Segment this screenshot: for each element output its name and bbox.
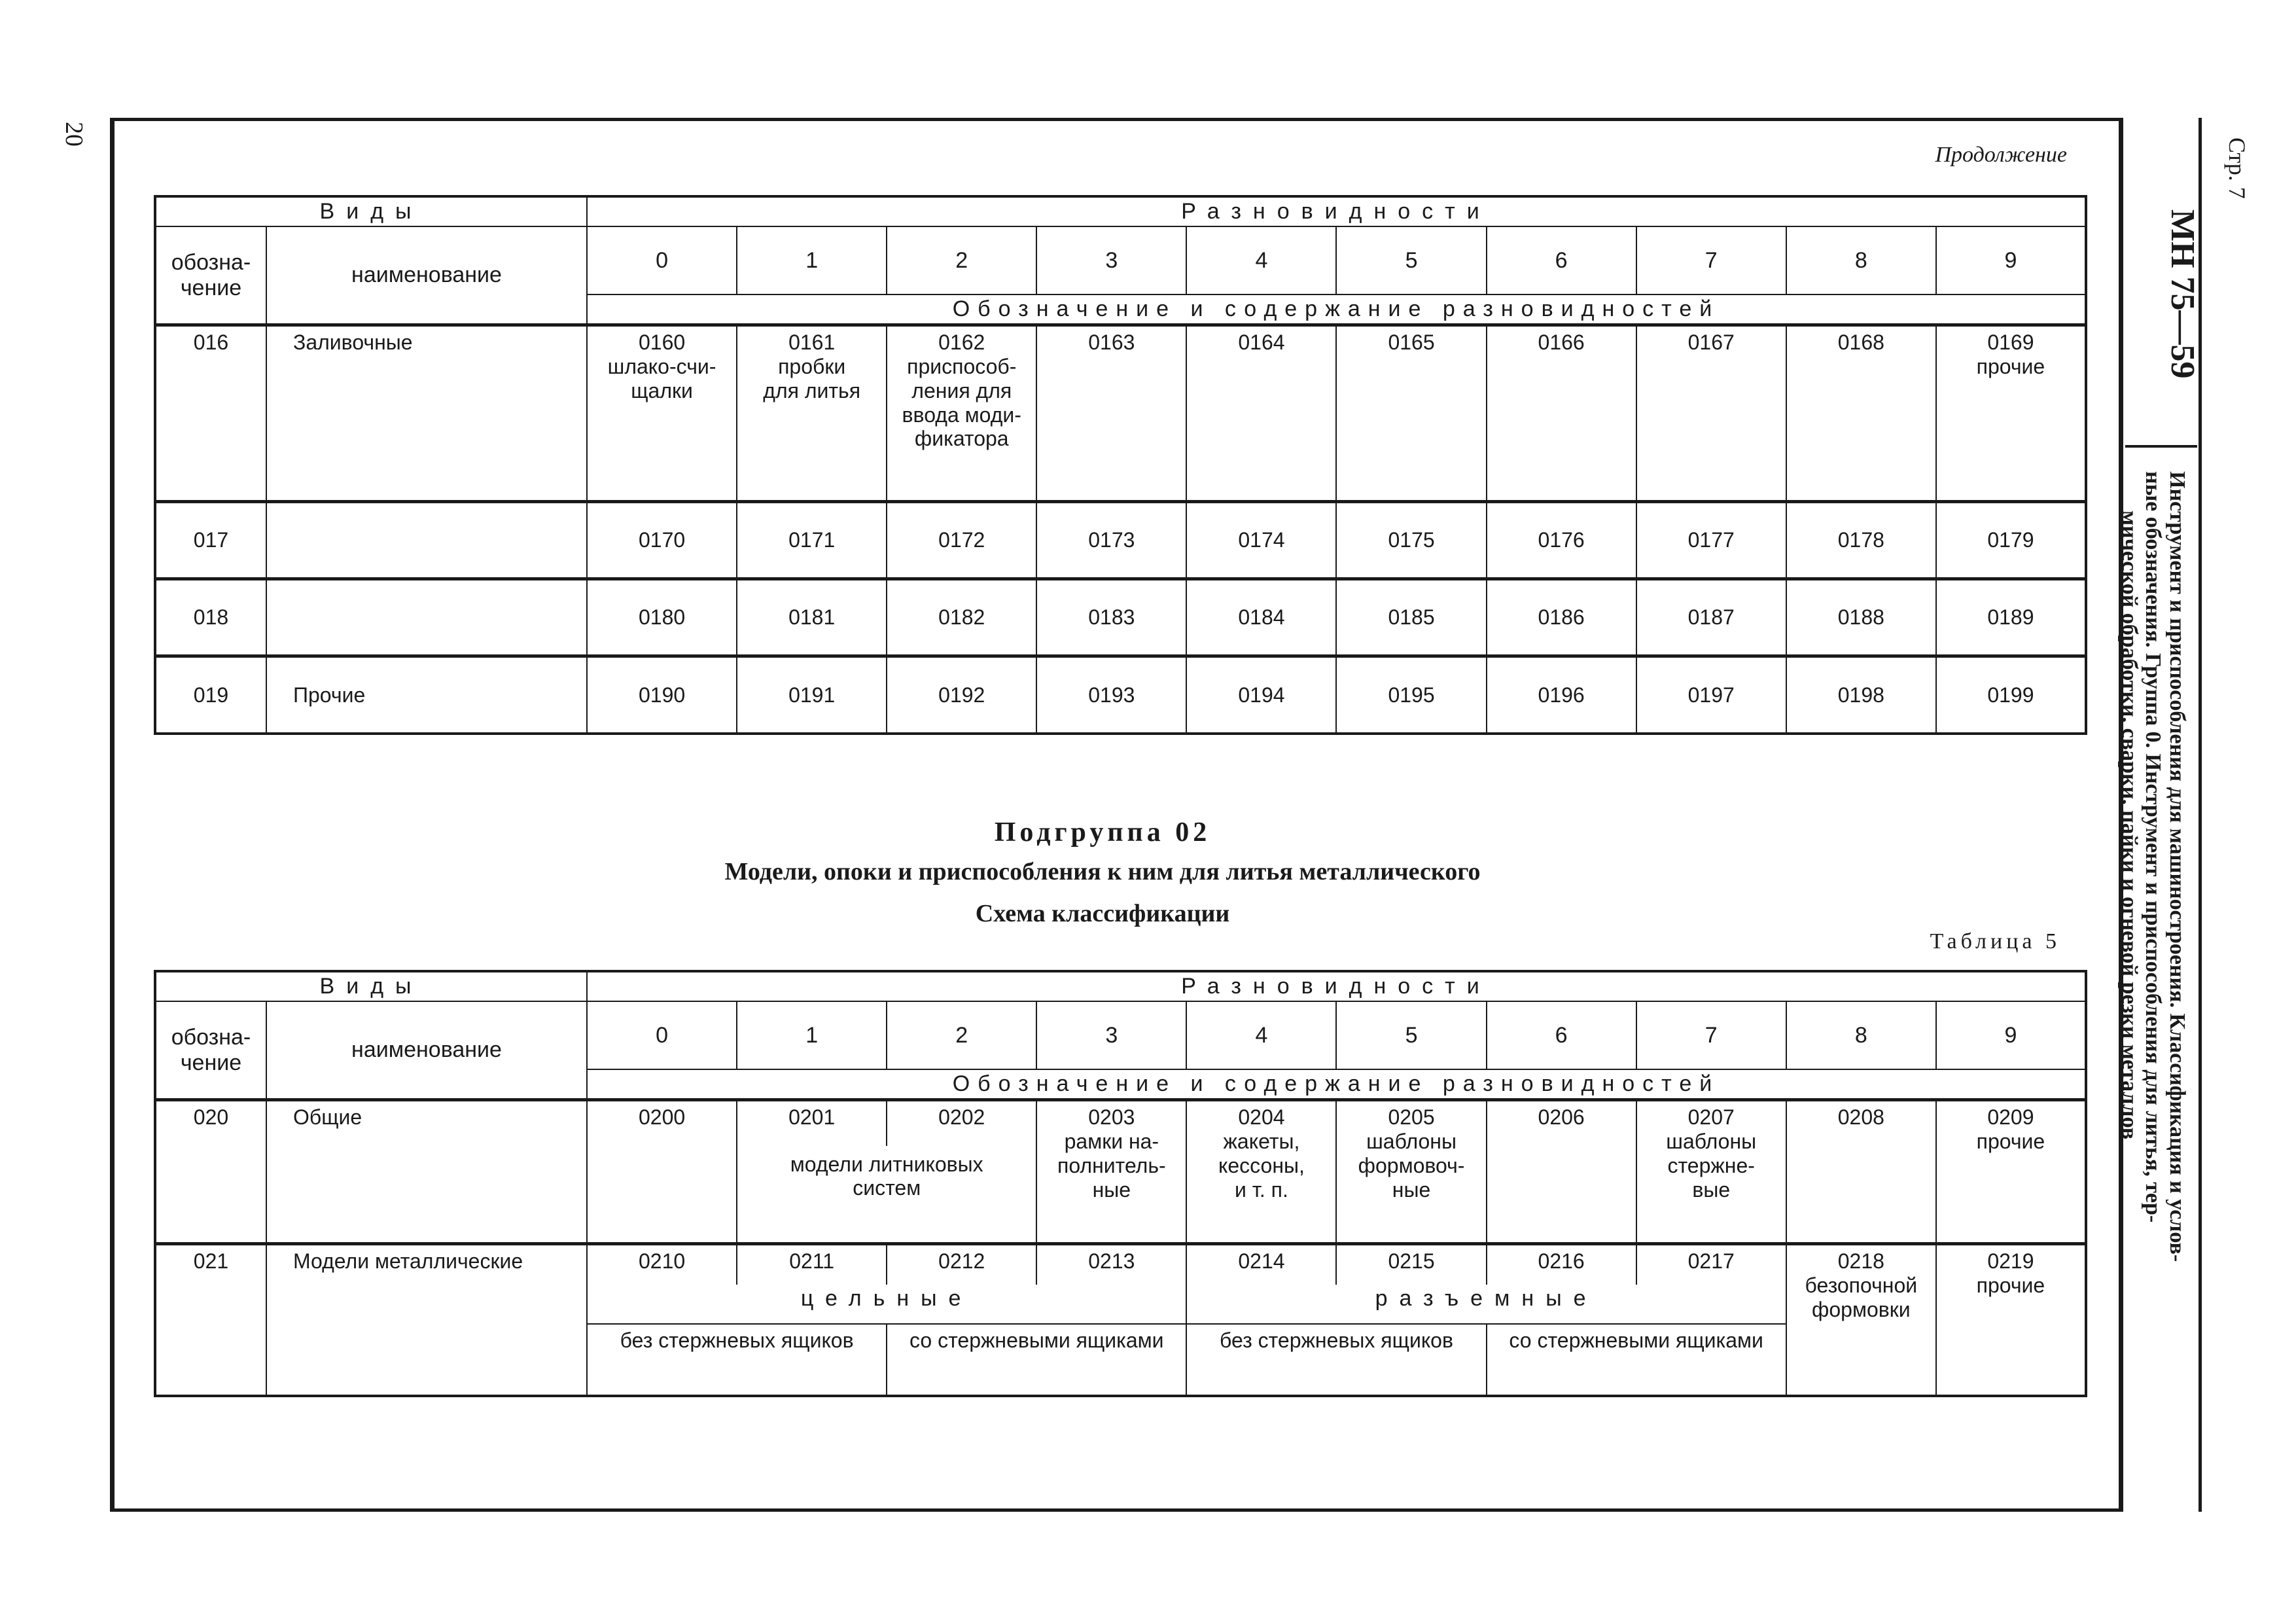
cell: 0174 (1186, 502, 1336, 579)
row-code: 017 (155, 502, 266, 579)
cell: 0166 (1487, 325, 1636, 502)
subgroup-title: Подгруппа 02 (994, 817, 1211, 847)
digit-0: 0 (587, 1001, 737, 1069)
digit-4: 4 (1186, 1001, 1336, 1069)
digit-7: 7 (1636, 226, 1786, 294)
cell: 0173 (1036, 502, 1186, 579)
solid-label: цельные (587, 1285, 1186, 1324)
cell: 0212 (887, 1244, 1036, 1285)
cell: 0200 (587, 1100, 737, 1244)
cell: 0194 (1186, 656, 1336, 734)
cell-span: со стержневыми ящиками (887, 1324, 1186, 1396)
cell: 0192 (887, 656, 1036, 734)
cell: 0197 (1636, 656, 1786, 734)
subgroup-subtitle: Модели, опоки и приспособления к ним для литья металлического (724, 858, 1481, 885)
cell: 0190 (587, 656, 737, 734)
name-header: наименование (266, 226, 587, 325)
cell-span: модели литниковых систем (737, 1146, 1036, 1244)
digit-9: 9 (1936, 226, 2086, 294)
digit-6: 6 (1487, 226, 1636, 294)
cell: 0189 (1936, 579, 2086, 656)
cell: 0172 (887, 502, 1036, 579)
digit-0: 0 (587, 226, 737, 294)
cell: 0161 пробки для литья (737, 325, 887, 502)
row-name: Заливочные (266, 325, 587, 502)
cell: 0163 (1036, 325, 1186, 502)
cell-span: без стержневых ящиков (587, 1324, 887, 1396)
cell: 0198 (1786, 656, 1936, 734)
cell: 0211 (737, 1244, 887, 1285)
continuation-label: Продолжение (1935, 143, 2067, 167)
digit-8: 8 (1786, 226, 1936, 294)
digit-5: 5 (1336, 226, 1486, 294)
digit-3: 3 (1036, 226, 1186, 294)
table-row (155, 1244, 2086, 1285)
side-divider (2125, 445, 2197, 448)
digit-4: 4 (1186, 226, 1336, 294)
frame-top-rule (110, 118, 2122, 121)
cell: 0193 (1036, 656, 1186, 734)
classification-table-02 (154, 970, 2087, 1397)
table-row (155, 656, 2086, 734)
cell: 0201 (737, 1100, 887, 1146)
row-code: 020 (155, 1100, 266, 1244)
row-name: Прочие (266, 656, 587, 734)
cell: 0175 (1336, 502, 1486, 579)
table-row (155, 579, 2086, 656)
cell: 0186 (1487, 579, 1636, 656)
cell: 0205 шаблоны формовоч- ные (1336, 1100, 1486, 1244)
row-name (266, 579, 587, 656)
digit-5: 5 (1336, 1001, 1486, 1069)
split-label: разъемные (1186, 1285, 1786, 1324)
cell: 0170 (587, 502, 737, 579)
digit-1: 1 (737, 226, 887, 294)
row-code: 018 (155, 579, 266, 656)
cell: 0199 (1936, 656, 2086, 734)
cell: 0180 (587, 579, 737, 656)
cell: 0218 безопочной формовки (1786, 1244, 1936, 1396)
digit-9: 9 (1936, 1001, 2086, 1069)
cell: 0181 (737, 579, 887, 656)
cell: 0219 прочие (1936, 1244, 2086, 1396)
digit-8: 8 (1786, 1001, 1936, 1069)
cell: 0165 (1336, 325, 1486, 502)
cell: 0209 прочие (1936, 1100, 2086, 1244)
name-header: наименование (266, 1001, 587, 1100)
cell: 0171 (737, 502, 887, 579)
cell: 0208 (1786, 1100, 1936, 1244)
cell: 0206 (1487, 1100, 1636, 1244)
digit-6: 6 (1487, 1001, 1636, 1069)
cell: 0215 (1336, 1244, 1486, 1285)
row-code: 019 (155, 656, 266, 734)
cell: 0178 (1786, 502, 1936, 579)
cell: 0203 рамки на- полнитель- ные (1036, 1100, 1186, 1244)
cell: 0183 (1036, 579, 1186, 656)
cell: 0214 (1186, 1244, 1336, 1285)
digit-7: 7 (1636, 1001, 1786, 1069)
cell: 0210 (587, 1244, 737, 1285)
table-label: Таблица 5 (1930, 929, 2060, 954)
row-code: 021 (155, 1244, 266, 1396)
varieties-header: Разновидности (587, 196, 2086, 226)
page-number: 20 (60, 122, 88, 147)
cell: 0207 шаблоны стержне- вые (1636, 1100, 1786, 1244)
cell: 0217 (1636, 1244, 1786, 1285)
table-row (155, 1100, 2086, 1146)
cell: 0184 (1186, 579, 1336, 656)
description-line: ные обозначения. Группа 0. Инструмент и приспособления для литья, тер- (2141, 471, 2166, 1223)
scheme-title: Схема классификации (975, 900, 1230, 927)
cell: 0176 (1487, 502, 1636, 579)
types-header: Виды (155, 971, 587, 1001)
cell: 0204 жакеты, кессоны, и т. п. (1186, 1100, 1336, 1244)
frame-bottom-rule (110, 1508, 2122, 1512)
digit-2: 2 (887, 226, 1036, 294)
row-code: 016 (155, 325, 266, 502)
cell: 0185 (1336, 579, 1486, 656)
standard-description (2117, 471, 2189, 1262)
cell: 0164 (1186, 325, 1336, 502)
designation-header: обозна-чение (155, 1001, 266, 1100)
content-header: Обозначение и содержание разновидностей (587, 1069, 2086, 1100)
cell: 0169 прочие (1936, 325, 2086, 502)
cell: 0168 (1786, 325, 1936, 502)
table-row (155, 325, 2086, 502)
cell: 0216 (1487, 1244, 1636, 1285)
digit-2: 2 (887, 1001, 1036, 1069)
varieties-header: Разновидности (587, 971, 2086, 1001)
cell: 0179 (1936, 502, 2086, 579)
cell: 0177 (1636, 502, 1786, 579)
classification-table-01 (154, 195, 2087, 735)
digit-3: 3 (1036, 1001, 1186, 1069)
designation-header: обозна-чение (155, 226, 266, 325)
description-line: Инструмент и приспособления для машиностроения. Классификация и услов- (2165, 471, 2189, 1262)
cell-span: без стержневых ящиков (1186, 1324, 1486, 1396)
cell: 0182 (887, 579, 1036, 656)
cell: 0191 (737, 656, 887, 734)
cell: 0196 (1487, 656, 1636, 734)
cell: 0160 шлако-счи- щалки (587, 325, 737, 502)
description-line: мической обработки, сварки, пайки и огневой резки металлов (2117, 510, 2142, 1140)
table-row (155, 502, 2086, 579)
content-header: Обозначение и содержание разновидностей (587, 294, 2086, 325)
row-name: Модели металлические (266, 1244, 587, 1396)
row-name (266, 502, 587, 579)
cell: 0195 (1336, 656, 1486, 734)
digit-1: 1 (737, 1001, 887, 1069)
cell: 0167 (1636, 325, 1786, 502)
cell: 0162 приспособ- ления для ввода моди- фикатора (887, 325, 1036, 502)
cell-span: со стержневыми ящиками (1487, 1324, 1786, 1396)
side-page-label: Стр. 7 (2224, 137, 2250, 199)
standard-number: МН 75—59 (2164, 209, 2201, 379)
frame-left-rule (110, 118, 115, 1512)
row-name: Общие (266, 1100, 587, 1244)
cell: 0213 (1036, 1244, 1186, 1285)
cell: 0187 (1636, 579, 1786, 656)
types-header: Виды (155, 196, 587, 226)
cell: 0188 (1786, 579, 1936, 656)
cell: 0202 (887, 1100, 1036, 1146)
